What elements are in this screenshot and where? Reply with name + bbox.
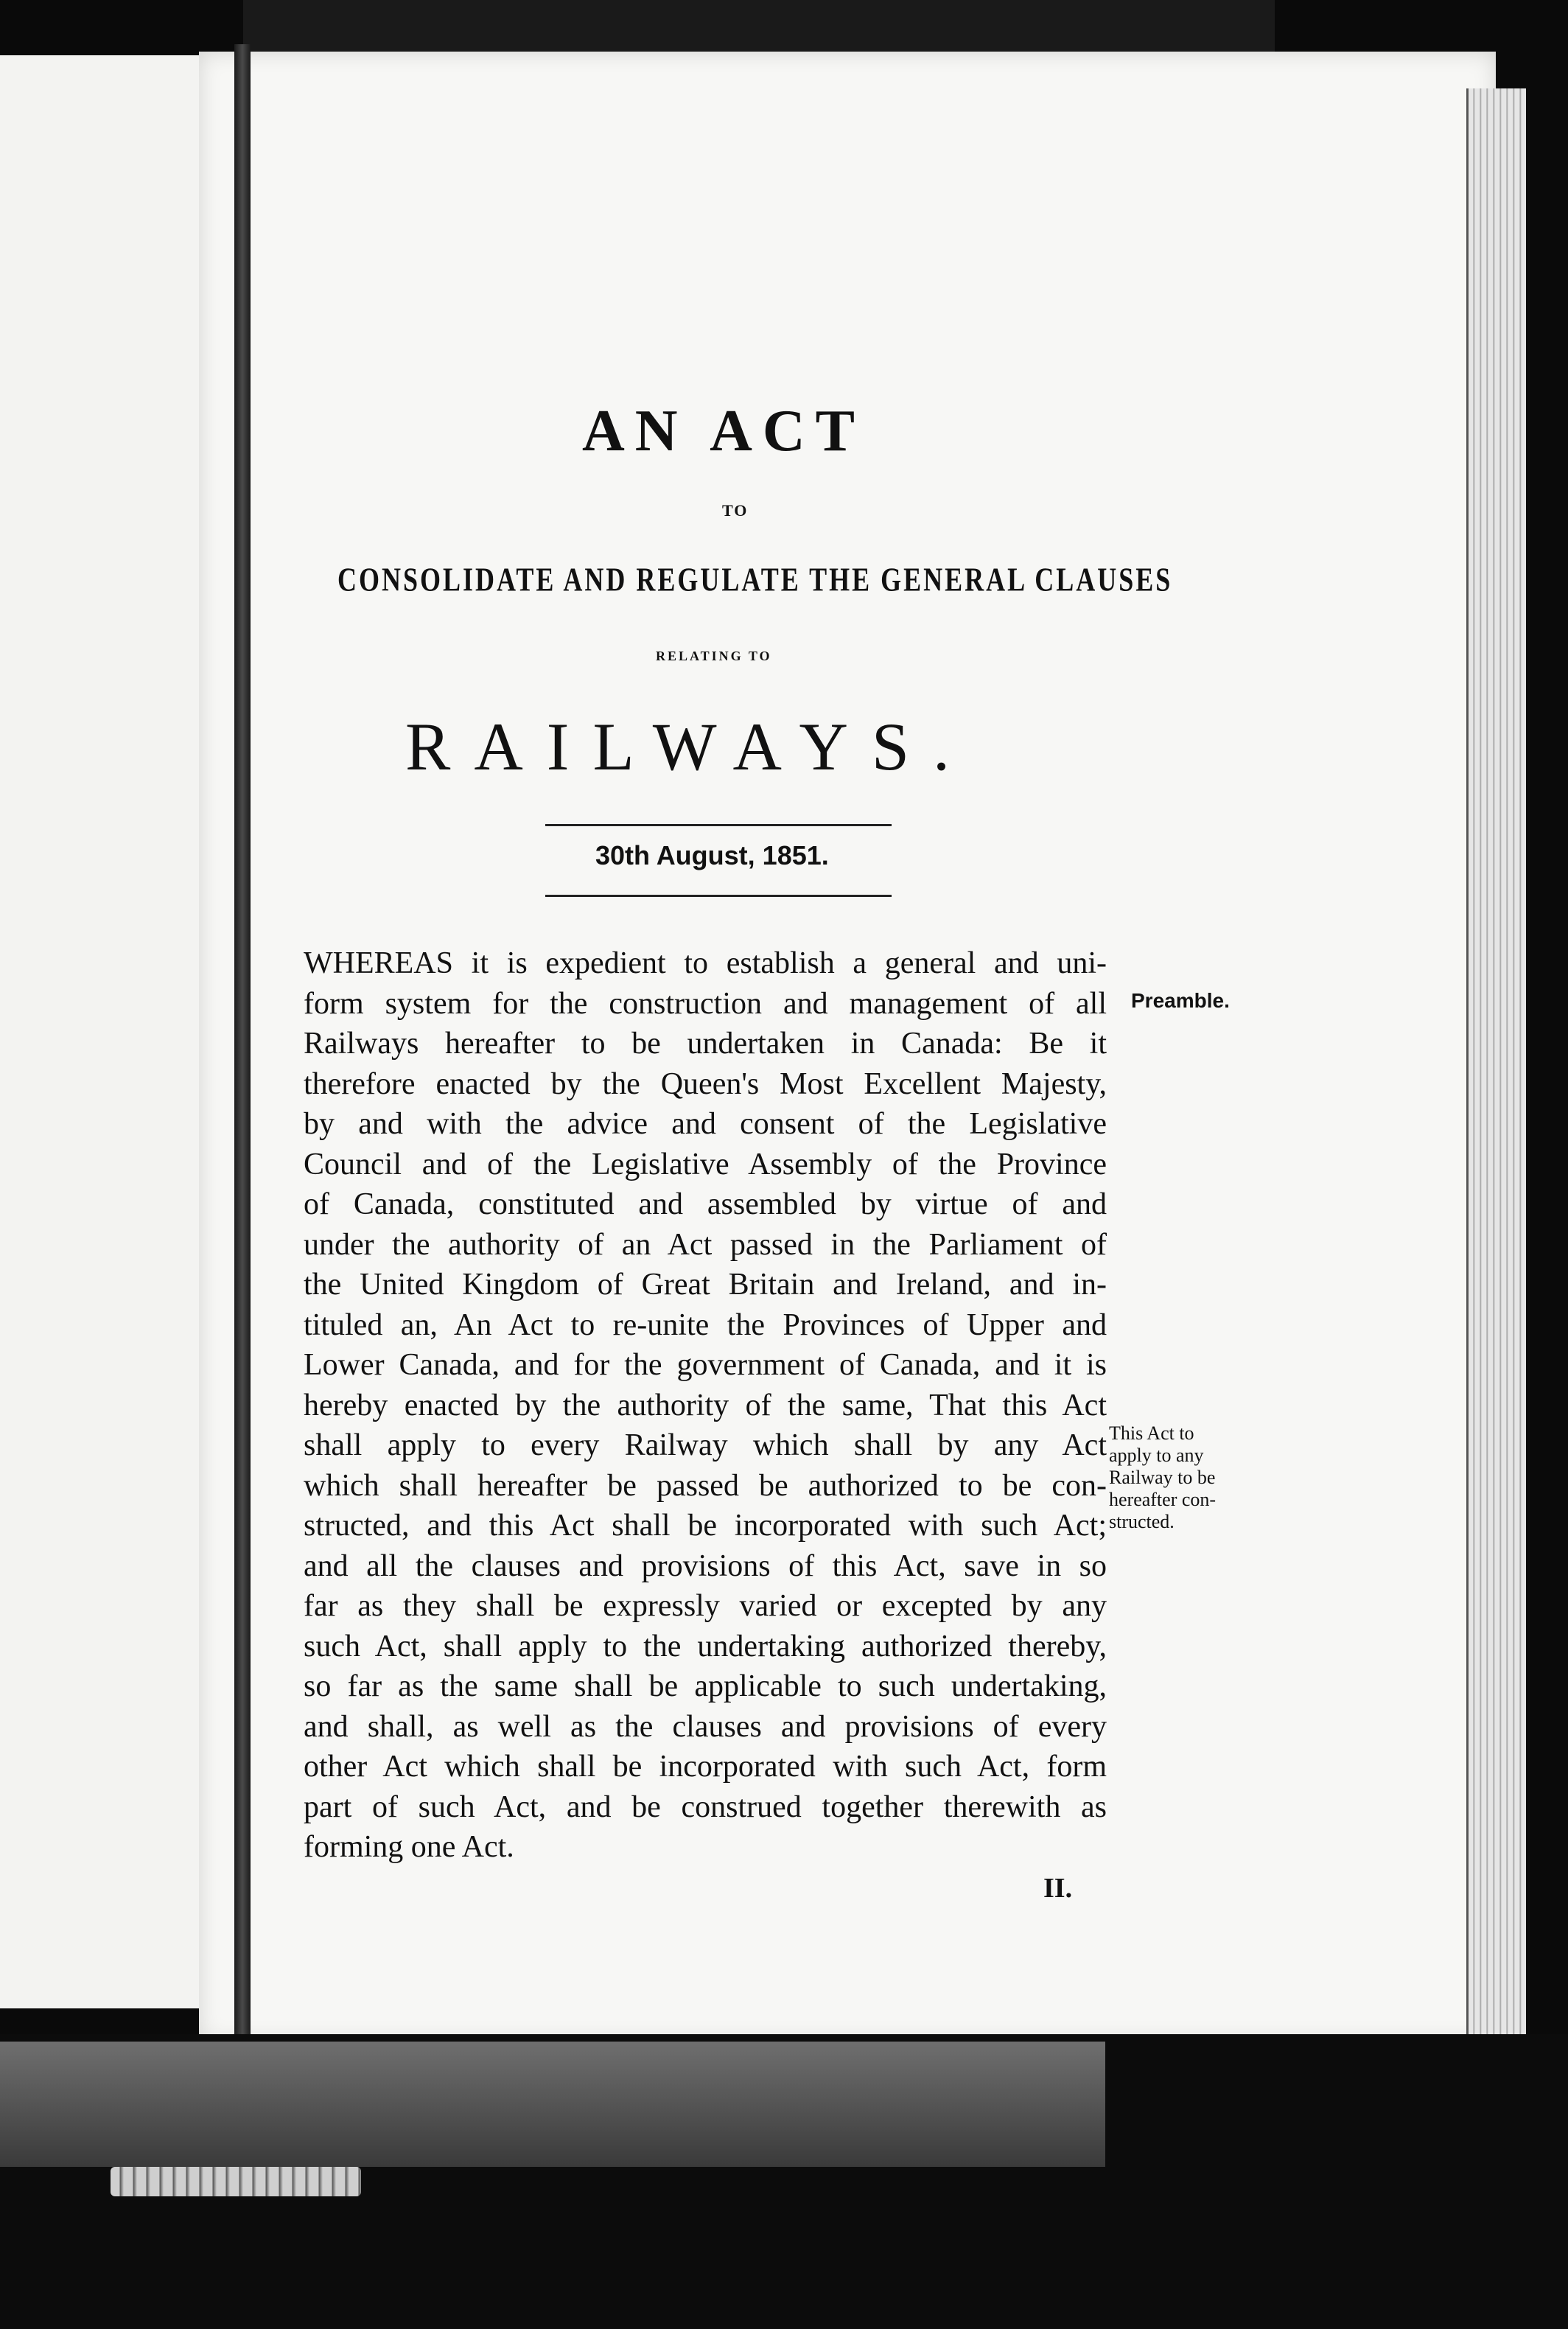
- margin-note-line: structed.: [1109, 1511, 1175, 1532]
- ornamental-rule-bottom: [545, 895, 892, 897]
- body-line: WHEREAS it is expedient to establish a general and uni-: [304, 946, 1107, 980]
- act-title-to: TO: [722, 501, 749, 520]
- scan-frame-top: [243, 0, 1275, 52]
- act-body: [304, 943, 1107, 1868]
- body-line: of Canada, constituted and assembled by virtue of and: [304, 1187, 1107, 1221]
- body-line: tituled an, An Act to re-unite the Provinces of Upper and: [304, 1307, 1107, 1342]
- body-line: so far as the same shall be applicable to such undertaking,: [304, 1669, 1107, 1703]
- body-line: the United Kingdom of Great Britain and Ireland, and in-: [304, 1268, 1107, 1302]
- body-line: hereby enacted by the authority of the same, That this Act: [304, 1388, 1107, 1422]
- body-line: shall apply to every Railway which shall by any Act: [304, 1428, 1107, 1462]
- book-gutter: [234, 44, 251, 2034]
- body-line: and shall, as well as the clauses and provisions of every: [304, 1709, 1107, 1744]
- body-line: therefore enacted by the Queen's Most Excellent Majesty,: [304, 1066, 1107, 1101]
- body-line: part of such Act, and be construed together therewith as: [304, 1789, 1107, 1824]
- act-railways-heading: RAILWAYS.: [405, 709, 974, 784]
- body-line: Railways hereafter to be undertaken in Canada: Be it: [304, 1027, 1107, 1061]
- catchword: II.: [1043, 1873, 1073, 1904]
- body-line: which shall hereafter be passed be authorized to be con-: [304, 1468, 1107, 1503]
- margin-note-line: apply to any: [1109, 1445, 1204, 1466]
- act-subtitle: CONSOLIDATE AND REGULATE THE GENERAL CLAUSES: [337, 561, 1173, 598]
- margin-note-line: This Act to: [1109, 1422, 1194, 1444]
- body-line: under the authority of an Act passed in the Parliament of: [304, 1227, 1107, 1262]
- margin-note-line: hereafter con-: [1109, 1489, 1217, 1510]
- body-line: far as they shall be expressly varied or excepted by any: [304, 1589, 1107, 1623]
- act-date: 30th August, 1851.: [595, 840, 829, 870]
- act-title: AN ACT: [582, 399, 866, 464]
- margin-note-application: [1109, 1422, 1293, 1533]
- body-line: forming one Act.: [304, 1830, 514, 1864]
- book-binding-bead: [111, 2167, 361, 2196]
- body-line: Council and of the Legislative Assembly of the Province: [304, 1147, 1107, 1181]
- body-line: such Act, shall apply to the undertaking authorized thereby,: [304, 1629, 1107, 1663]
- body-line: form system for the construction and management of all: [304, 986, 1107, 1021]
- act-relating-to: RELATING TO: [656, 649, 772, 663]
- body-line: Lower Canada, and for the government of Canada, and it is: [304, 1348, 1107, 1382]
- body-line: and all the clauses and provisions of this Act, save in so: [304, 1548, 1107, 1583]
- body-line: structed, and this Act shall be incorporated with such Act;: [304, 1509, 1107, 1543]
- page-stack-edges: [1466, 88, 1526, 2078]
- margin-note-preamble: Preamble.: [1131, 989, 1230, 1012]
- book-cover-bottom: [0, 2042, 1105, 2167]
- margin-note-line: Railway to be: [1109, 1467, 1216, 1488]
- body-line: by and with the advice and consent of the Legislative: [304, 1107, 1107, 1141]
- body-line: other Act which shall be incorporated with such Act, form: [304, 1750, 1107, 1784]
- ornamental-rule-top: [545, 824, 892, 826]
